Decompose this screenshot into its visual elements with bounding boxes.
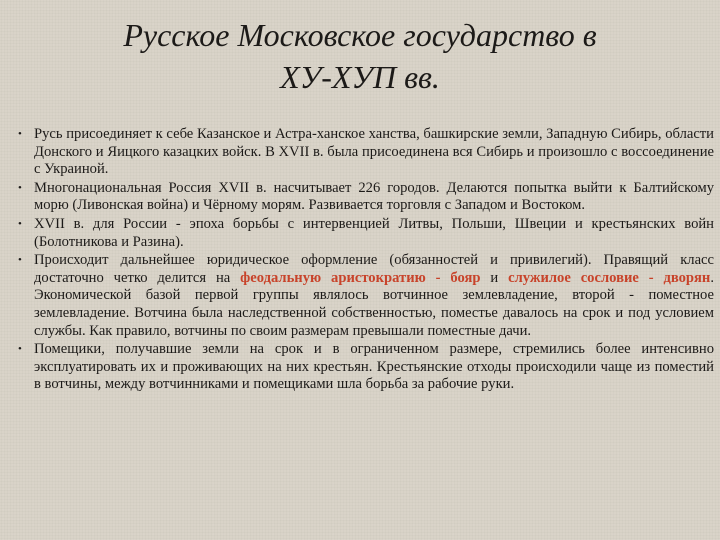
bullet-text-part-2: и: [480, 269, 509, 286]
bullet-icon: •: [18, 128, 22, 140]
title-line-1: Русское Московское государство в: [123, 17, 597, 53]
bullet-icon: •: [18, 181, 22, 194]
bullet-text: XVII в. для России - эпоха борьбы с интервенцией Литвы, Польши, Швеции и крестьянских войн (Болотникова и Разина).: [34, 215, 714, 250]
highlight-service-class: служилое сословие - дворян: [508, 269, 711, 286]
bullet-text: Многонациональная Россия XVII в. насчитывает 226 городов. Делаются попытка выйти к Балтийскому морю (Ливонская война) и Чёрному морям. Развивается торговля с Западом и Востоком.: [34, 179, 714, 214]
bullet-text-part-1: Происходит дальнейшее юридическое оформление (обязанностей и привилегий). Правящий класс достаточно четко делится на: [34, 252, 714, 286]
bullet-item-5: [18, 341, 714, 394]
slide-title: [30, 14, 690, 98]
bullet-item-1: [18, 126, 714, 179]
bullet-text-part-3: . Экономической базой первой группы являлось вотчинное землевладение, второй - поместное землевладение. Вотчина была наследственной собственностью, поместье давалось на срок и под условием службы. Как правило, вотчины по своим размерам превышали поместные дачи.: [34, 269, 714, 339]
title-line-2: ХУ-ХУП вв.: [280, 59, 440, 95]
bullet-item-2: [18, 180, 714, 215]
bullet-item-3: [18, 216, 714, 251]
bullet-icon: •: [18, 343, 22, 356]
bullet-item-4: [18, 252, 714, 340]
highlight-aristocracy: феодальную аристократию - бояр: [240, 269, 481, 286]
bullet-icon: •: [18, 217, 22, 230]
bullet-list: [18, 126, 714, 395]
bullet-text: Помещики, получавшие земли на срок и в ограниченном размере, стремились более интенсивно эксплуатировать их и проживающих на них крестьян. Крестьянские отходы происходили чаще из поместий в вотчины, между вотчинниками и помещиками шла борьба за рабочие руки.: [34, 341, 714, 393]
bullet-text: Русь присоединяет к себе Казанское и Астра-ханское ханства, башкирские земли, Западную Сибирь, области Донского и Яицкого казацких войск. В XVII в. была присоединена вся Сибирь и произошло с воссоединение с Украиной.: [34, 126, 714, 178]
bullet-icon: •: [18, 254, 22, 267]
